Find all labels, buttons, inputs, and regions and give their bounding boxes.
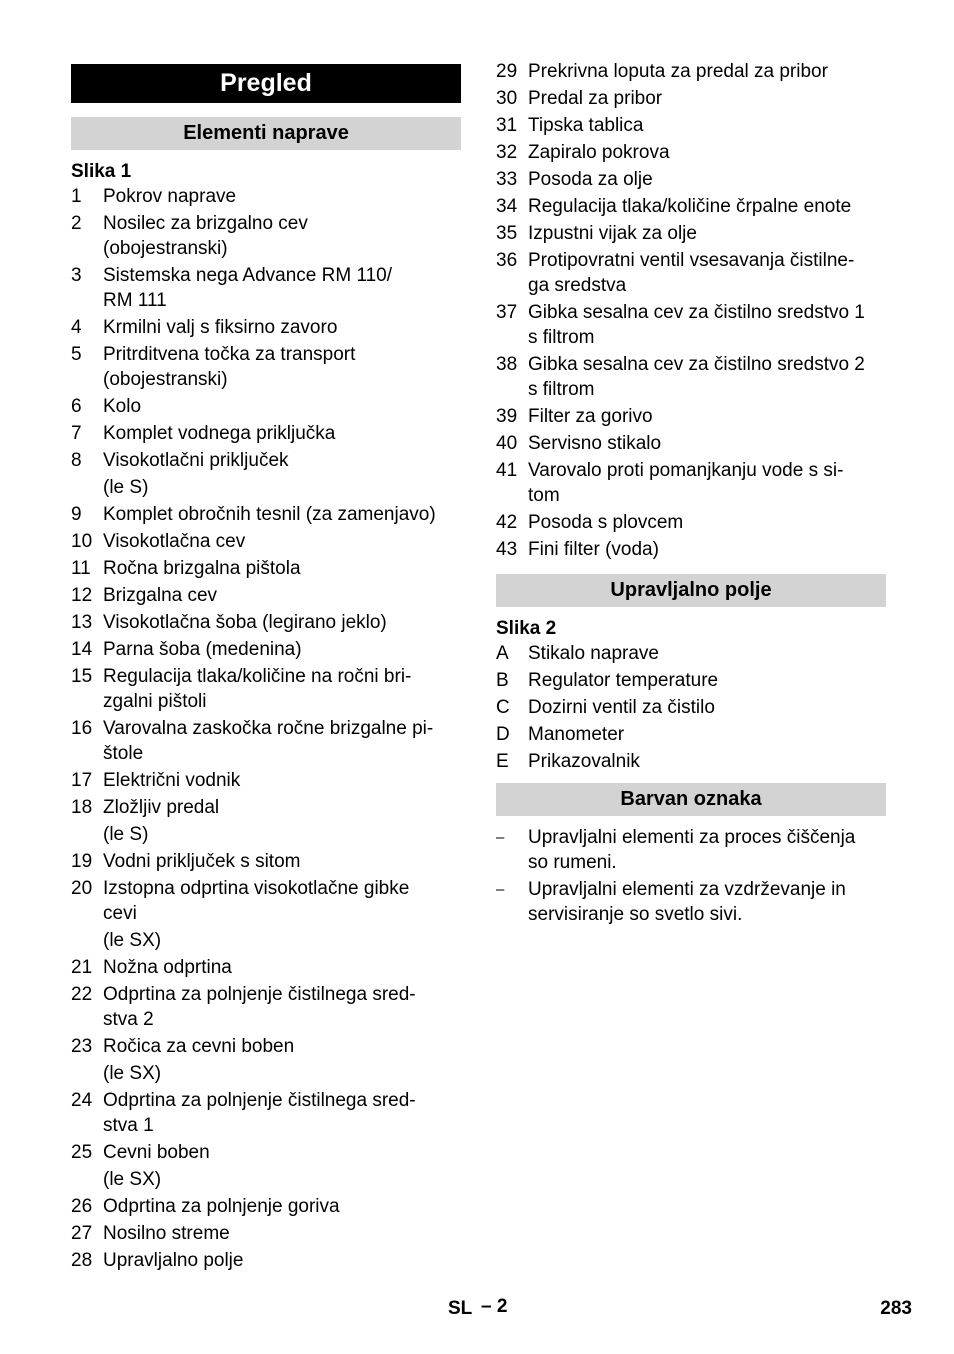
list-item — [496, 458, 886, 508]
list-item — [71, 502, 461, 527]
item-text: Visokotlačna šoba (legirano jeklo) — [103, 612, 387, 633]
item-number: 3 — [71, 265, 82, 286]
list-item — [71, 1221, 461, 1246]
item-text: (le SX) — [103, 1063, 162, 1084]
item-text: Komplet obročnih tesnil (za zamenjavo) — [103, 504, 436, 525]
item-number: 5 — [71, 344, 82, 365]
list-item — [71, 556, 461, 581]
item-number: – — [496, 829, 505, 846]
list-item — [71, 1088, 461, 1138]
list-item — [71, 1167, 461, 1192]
item-text: Upravljalni elementi za vzdrževanje in servisiranje so svetlo sivi. — [528, 879, 846, 925]
item-number: 42 — [496, 512, 518, 533]
list-item — [496, 825, 886, 875]
item-text: Parna šoba (medenina) — [103, 639, 302, 660]
item-number: E — [496, 751, 509, 772]
item-text: Nožna odprtina — [103, 957, 232, 978]
element-list-left — [71, 184, 461, 1275]
item-text: Izstopna odprtina visokotlačne gibke cevi — [103, 878, 410, 924]
item-number: 12 — [71, 585, 93, 606]
item-number: 1 — [71, 186, 82, 207]
list-item — [71, 211, 461, 261]
element-list-right — [496, 59, 886, 564]
list-item — [496, 877, 886, 927]
list-item — [71, 637, 461, 662]
item-number: 37 — [496, 302, 518, 323]
item-text: Odprtina za polnjenje čistilnega sred- stva 2 — [103, 984, 416, 1030]
item-number: 14 — [71, 639, 93, 660]
item-text: Gibka sesalna cev za čistilno sredstvo 2 s filtrom — [528, 354, 865, 400]
section-heading-control-panel: Upravljalno polje — [496, 574, 886, 607]
list-item — [496, 248, 886, 298]
list-item — [496, 221, 886, 246]
footer-section-page: – 2 — [481, 1296, 508, 1317]
item-text: Ročica za cevni boben — [103, 1036, 295, 1057]
list-item — [71, 822, 461, 847]
list-item — [496, 194, 886, 219]
item-number: A — [496, 643, 509, 664]
item-number: 10 — [71, 531, 93, 552]
item-text: Odprtina za polnjenje čistilnega sred- stva 1 — [103, 1090, 416, 1136]
list-item — [71, 448, 461, 473]
item-text: (le S) — [103, 477, 149, 498]
item-text: Kolo — [103, 396, 142, 417]
item-number: 25 — [71, 1142, 93, 1163]
list-item — [496, 300, 886, 350]
item-number: D — [496, 724, 510, 745]
item-number: 35 — [496, 223, 518, 244]
item-number: 40 — [496, 433, 518, 454]
item-number — [71, 1061, 103, 1086]
item-text: Upravljalni elementi za proces čiščenja so rumeni. — [528, 827, 856, 873]
item-text: Brizgalna cev — [103, 585, 218, 606]
list-item — [71, 1061, 461, 1086]
item-number: 28 — [71, 1250, 93, 1271]
item-text: Fini filter (voda) — [528, 539, 659, 560]
item-number: – — [496, 881, 505, 898]
list-item — [71, 795, 461, 820]
list-item — [496, 167, 886, 192]
item-text: Sistemska nega Advance RM 110/ RM 111 — [103, 265, 393, 311]
item-number — [71, 928, 103, 953]
list-item — [496, 140, 886, 165]
item-number: 7 — [71, 423, 82, 444]
item-text: Protipovratni ventil vsesavanja čistilne- ga sredstva — [528, 250, 855, 296]
item-text: Gibka sesalna cev za čistilno sredstvo 1 s filtrom — [528, 302, 865, 348]
list-item — [71, 610, 461, 635]
item-text: Pokrov naprave — [103, 186, 237, 207]
item-text: Filter za gorivo — [528, 406, 653, 427]
list-item — [71, 768, 461, 793]
item-text: Vodni priključek s sitom — [103, 851, 301, 872]
list-item — [71, 716, 461, 766]
item-text: Servisno stikalo — [528, 433, 662, 454]
list-item — [496, 352, 886, 402]
item-text: Posoda s plovcem — [528, 512, 684, 533]
item-text: Cevni boben — [103, 1142, 210, 1163]
item-number: 34 — [496, 196, 518, 217]
item-text: Varovalna zaskočka ročne brizgalne pi- štole — [103, 718, 434, 764]
list-item — [71, 421, 461, 446]
item-number: 9 — [71, 504, 82, 525]
footer-page-number: 283 — [880, 1298, 912, 1319]
list-item — [496, 113, 886, 138]
item-number: 41 — [496, 460, 518, 481]
list-item — [71, 342, 461, 392]
item-number: 21 — [71, 957, 93, 978]
item-number: 22 — [71, 984, 93, 1005]
item-number: 13 — [71, 612, 93, 633]
item-text: Odprtina za polnjenje goriva — [103, 1196, 340, 1217]
list-item — [71, 583, 461, 608]
list-item — [71, 982, 461, 1032]
item-text: Posoda za olje — [528, 169, 653, 190]
figure-label-1: Slika 1 — [71, 161, 132, 182]
list-item — [71, 394, 461, 419]
item-number: 27 — [71, 1223, 93, 1244]
item-text: Varovalo proti pomanjkanju vode s si- tom — [528, 460, 844, 506]
item-number: 30 — [496, 88, 518, 109]
list-item — [71, 529, 461, 554]
item-number: 15 — [71, 666, 93, 687]
figure-label-2: Slika 2 — [496, 618, 557, 639]
item-number: 20 — [71, 878, 93, 899]
item-text: Regulacija tlaka/količine na ročni bri- zgalni pištoli — [103, 666, 412, 712]
item-number: 8 — [71, 450, 82, 471]
item-text: Ročna brizgalna pištola — [103, 558, 301, 579]
item-number: 6 — [71, 396, 82, 417]
item-text: (le SX) — [103, 1169, 162, 1190]
list-item — [71, 315, 461, 340]
color-coding-list — [496, 825, 886, 929]
item-text: Upravljalno polje — [103, 1250, 244, 1271]
item-text: Zložljiv predal — [103, 797, 220, 818]
item-number: 33 — [496, 169, 518, 190]
item-text: Komplet vodnega priključka — [103, 423, 336, 444]
page-title: Pregled — [71, 64, 461, 103]
list-item — [71, 263, 461, 313]
item-text: Nosilno streme — [103, 1223, 230, 1244]
item-number: 17 — [71, 770, 93, 791]
item-number: 23 — [71, 1036, 93, 1057]
list-item — [71, 849, 461, 874]
item-text: Visokotlačni priključek — [103, 450, 289, 471]
item-text: Manometer — [528, 724, 625, 745]
list-item — [496, 537, 886, 562]
list-item — [496, 749, 886, 774]
item-number: C — [496, 697, 510, 718]
list-item — [71, 1034, 461, 1059]
footer-language: SL — [448, 1298, 473, 1319]
list-item — [496, 431, 886, 456]
item-number: 24 — [71, 1090, 93, 1111]
list-item — [496, 722, 886, 747]
item-text: (le SX) — [103, 930, 162, 951]
item-text: Prekrivna loputa za predal za pribor — [528, 61, 828, 82]
list-item — [71, 1248, 461, 1273]
list-item — [496, 59, 886, 84]
item-text: Regulacija tlaka/količine črpalne enote — [528, 196, 852, 217]
item-text: Krmilni valj s fiksirno zavoro — [103, 317, 338, 338]
item-text: Pritrditvena točka za transport (obojestranski) — [103, 344, 356, 390]
list-item — [71, 475, 461, 500]
item-text: Izpustni vijak za olje — [528, 223, 697, 244]
list-item — [71, 1140, 461, 1165]
list-item — [496, 695, 886, 720]
item-text: Prikazovalnik — [528, 751, 640, 772]
list-item — [71, 928, 461, 953]
item-text: Zapiralo pokrova — [528, 142, 670, 163]
item-number: 38 — [496, 354, 518, 375]
item-text: Regulator temperature — [528, 670, 719, 691]
item-number: 39 — [496, 406, 518, 427]
section-heading-elements: Elementi naprave — [71, 117, 461, 150]
item-number: 19 — [71, 851, 93, 872]
list-item — [71, 184, 461, 209]
item-number: 31 — [496, 115, 518, 136]
list-item — [496, 510, 886, 535]
item-text: Dozirni ventil za čistilo — [528, 697, 715, 718]
item-number — [71, 475, 103, 500]
list-item — [496, 668, 886, 693]
item-number — [71, 1167, 103, 1192]
list-item — [71, 876, 461, 926]
item-text: Nosilec za brizgalno cev (obojestranski) — [103, 213, 308, 259]
item-number: 26 — [71, 1196, 93, 1217]
item-text: (le S) — [103, 824, 149, 845]
item-number: B — [496, 670, 509, 691]
item-number: 2 — [71, 213, 82, 234]
item-text: Stikalo naprave — [528, 643, 659, 664]
list-item — [496, 86, 886, 111]
item-number — [71, 822, 103, 847]
item-text: Predal za pribor — [528, 88, 663, 109]
control-panel-list — [496, 641, 886, 776]
list-item — [71, 1194, 461, 1219]
item-text: Visokotlačna cev — [103, 531, 246, 552]
section-heading-color-coding: Barvan oznaka — [496, 783, 886, 816]
list-item — [496, 404, 886, 429]
item-number: 11 — [71, 558, 91, 579]
list-item — [71, 955, 461, 980]
list-item — [71, 664, 461, 714]
item-number: 43 — [496, 539, 518, 560]
item-text: Tipska tablica — [528, 115, 644, 136]
item-number: 18 — [71, 797, 93, 818]
item-number: 16 — [71, 718, 93, 739]
list-item — [496, 641, 886, 666]
item-number: 29 — [496, 61, 518, 82]
item-number: 4 — [71, 317, 82, 338]
item-text: Električni vodnik — [103, 770, 241, 791]
item-number: 32 — [496, 142, 518, 163]
item-number: 36 — [496, 250, 518, 271]
